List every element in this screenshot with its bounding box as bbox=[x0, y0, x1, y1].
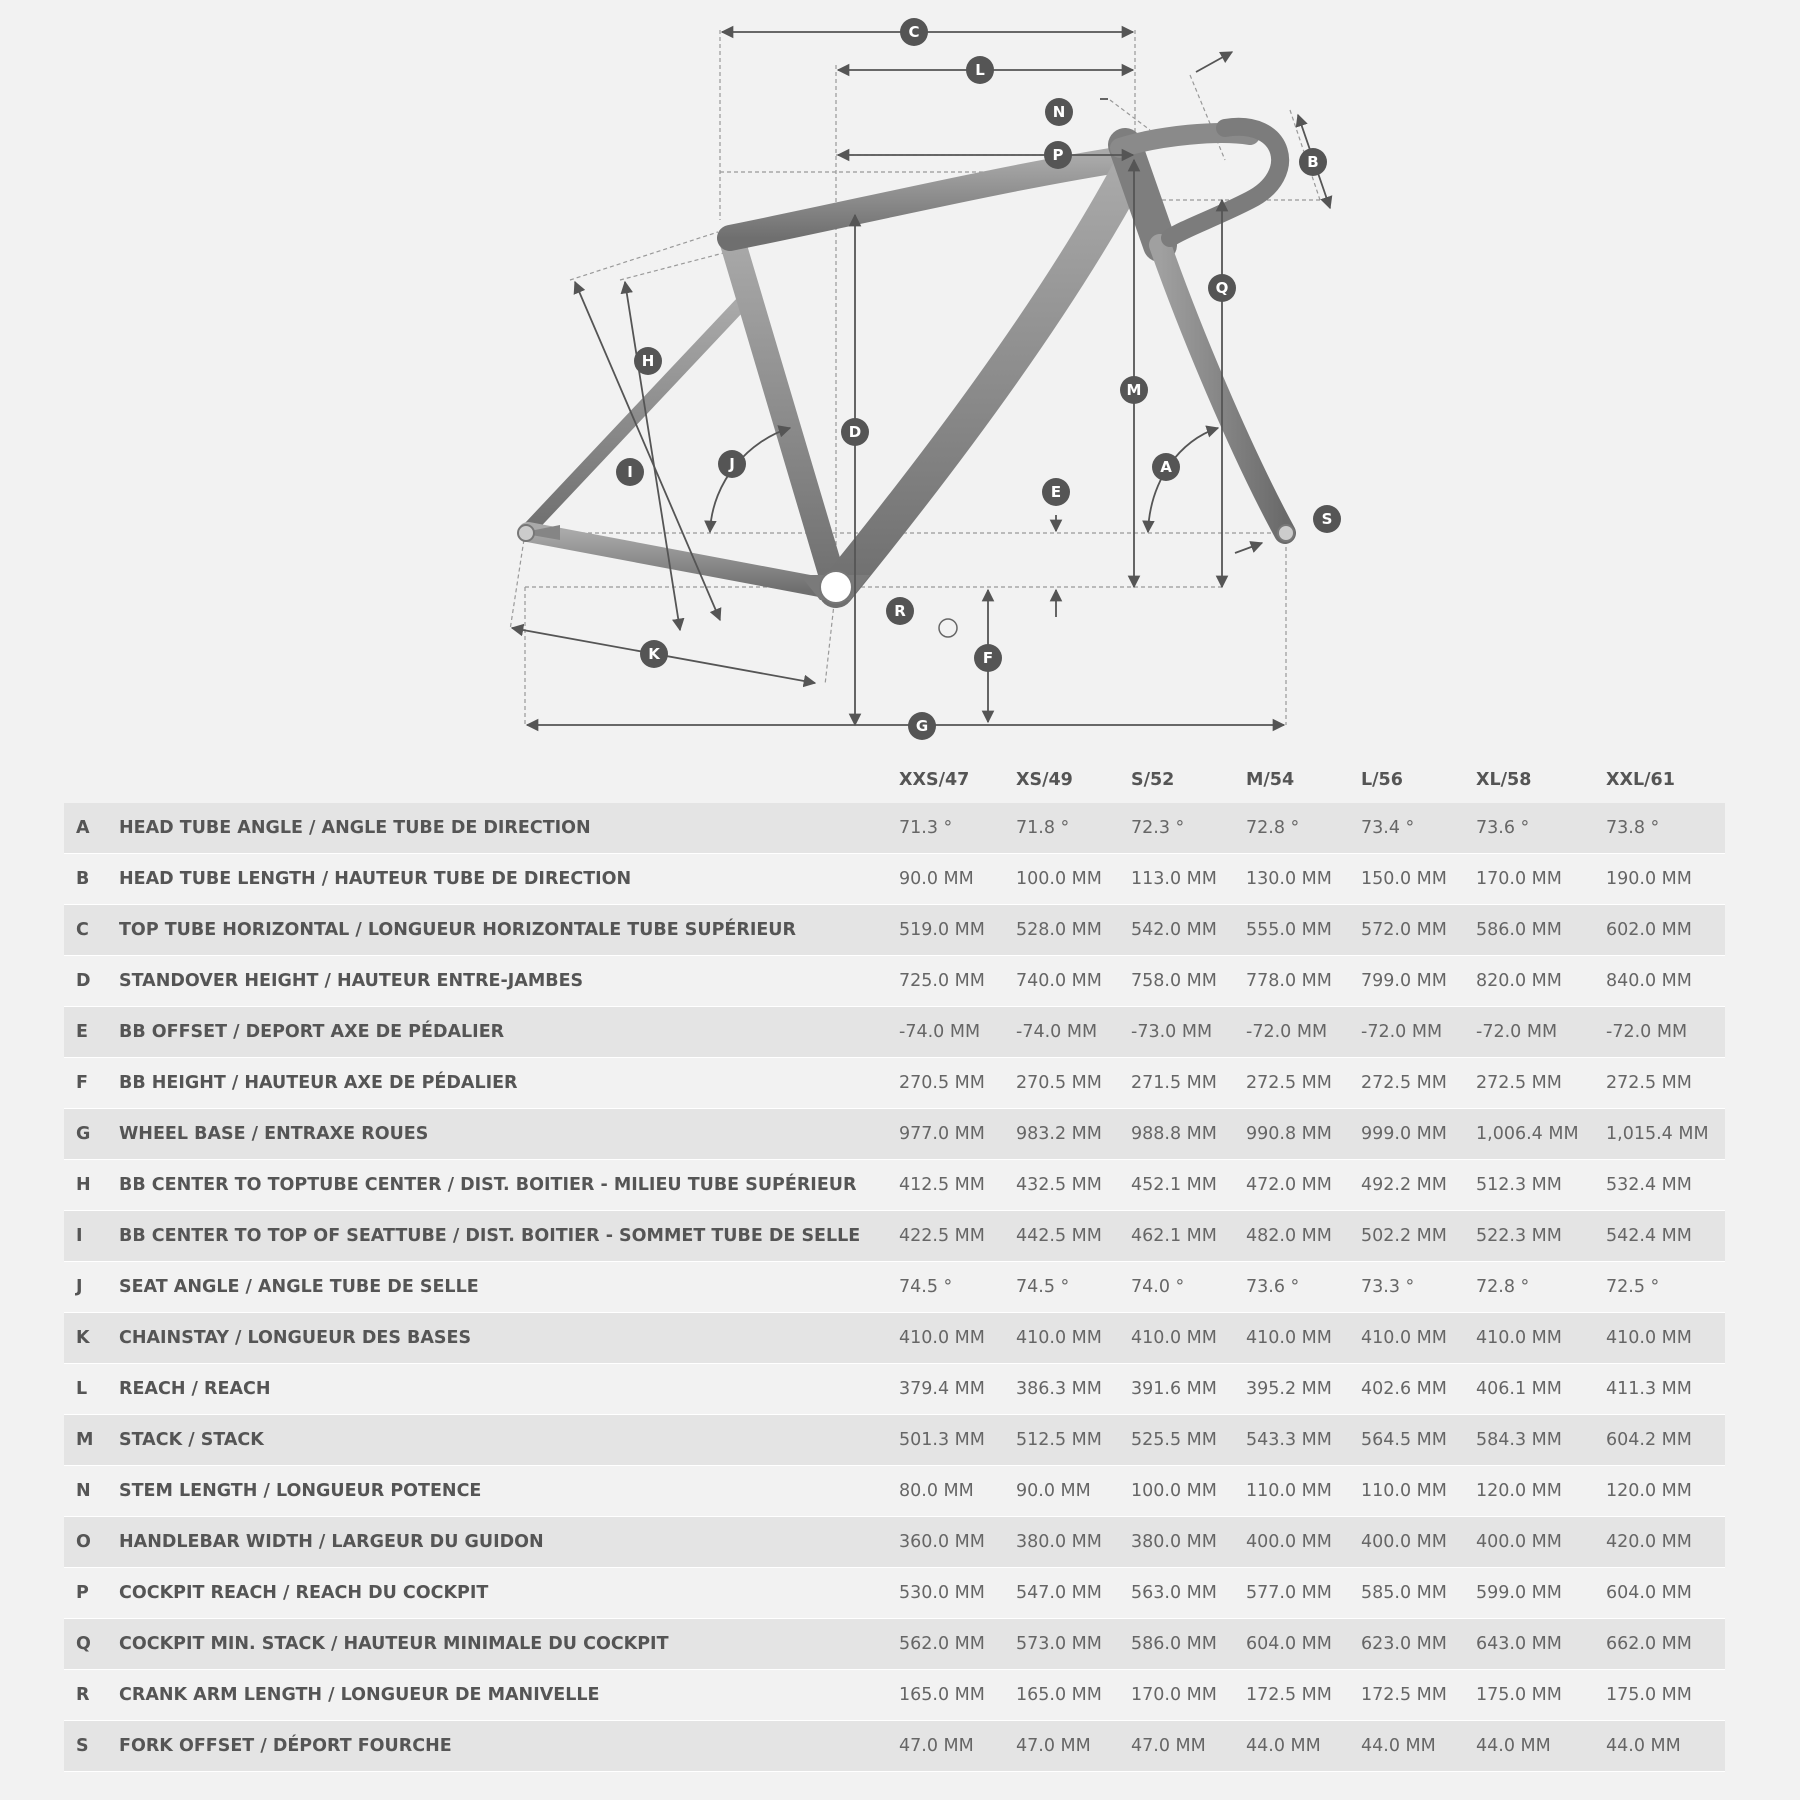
table-row bbox=[64, 1568, 1725, 1619]
row-measurement-name: STEM LENGTH / LONGUEUR POTENCE bbox=[119, 1466, 899, 1517]
label-H bbox=[634, 347, 662, 375]
row-value: 586.0 MM bbox=[1476, 905, 1606, 956]
row-value: 380.0 MM bbox=[1016, 1517, 1131, 1568]
row-value: 47.0 MM bbox=[1131, 1721, 1246, 1772]
label-A bbox=[1152, 453, 1180, 481]
row-value: 71.3 ° bbox=[899, 803, 1016, 854]
svg-text:B: B bbox=[1307, 153, 1319, 171]
row-value: 272.5 MM bbox=[1606, 1058, 1725, 1109]
row-value: 585.0 MM bbox=[1361, 1568, 1476, 1619]
row-value: 799.0 MM bbox=[1361, 956, 1476, 1007]
svg-text:L: L bbox=[975, 61, 985, 79]
header-blank bbox=[119, 757, 899, 803]
row-value: 542.0 MM bbox=[1131, 905, 1246, 956]
row-value: 573.0 MM bbox=[1016, 1619, 1131, 1670]
row-letter: G bbox=[64, 1109, 119, 1160]
label-F bbox=[974, 644, 1002, 672]
crank-pedal-marker bbox=[939, 619, 957, 637]
label-G bbox=[908, 712, 936, 740]
row-value: 740.0 MM bbox=[1016, 956, 1131, 1007]
table-row bbox=[64, 1262, 1725, 1313]
row-value: 543.3 MM bbox=[1246, 1415, 1361, 1466]
row-value: 44.0 MM bbox=[1606, 1721, 1725, 1772]
row-letter: N bbox=[64, 1466, 119, 1517]
row-value: -72.0 MM bbox=[1476, 1007, 1606, 1058]
svg-text:E: E bbox=[1050, 483, 1062, 501]
row-value: 532.4 MM bbox=[1606, 1160, 1725, 1211]
row-letter: E bbox=[64, 1007, 119, 1058]
size-header: XXS/47 bbox=[899, 770, 970, 790]
table-row bbox=[64, 1670, 1725, 1721]
row-value: 623.0 MM bbox=[1361, 1619, 1476, 1670]
seat-tube bbox=[732, 240, 836, 590]
row-measurement-name: TOP TUBE HORIZONTAL / LONGUEUR HORIZONTALE TUBE SUPÉRIEUR bbox=[119, 905, 899, 956]
svg-text:A: A bbox=[1160, 458, 1172, 476]
row-value: 577.0 MM bbox=[1246, 1568, 1361, 1619]
row-value: 528.0 MM bbox=[1016, 905, 1131, 956]
row-value: 572.0 MM bbox=[1361, 905, 1476, 956]
frame-geometry-diagram bbox=[0, 0, 1800, 750]
label-Q bbox=[1208, 274, 1236, 302]
row-value: -72.0 MM bbox=[1606, 1007, 1725, 1058]
row-value: 410.0 MM bbox=[1246, 1313, 1361, 1364]
svg-text:J: J bbox=[729, 455, 735, 473]
row-value: 400.0 MM bbox=[1246, 1517, 1361, 1568]
row-value: 120.0 MM bbox=[1606, 1466, 1725, 1517]
label-N bbox=[1045, 98, 1073, 126]
row-value: 758.0 MM bbox=[1131, 956, 1246, 1007]
label-B bbox=[1299, 148, 1327, 176]
row-value: 522.3 MM bbox=[1476, 1211, 1606, 1262]
row-value: 977.0 MM bbox=[899, 1109, 1016, 1160]
row-value: -73.0 MM bbox=[1131, 1007, 1246, 1058]
row-value: 999.0 MM bbox=[1361, 1109, 1476, 1160]
row-value: 73.3 ° bbox=[1361, 1262, 1476, 1313]
row-value: 73.4 ° bbox=[1361, 803, 1476, 854]
row-value: 564.5 MM bbox=[1361, 1415, 1476, 1466]
row-value: 71.8 ° bbox=[1016, 803, 1131, 854]
row-measurement-name: HEAD TUBE LENGTH / HAUTEUR TUBE DE DIRECTION bbox=[119, 854, 899, 905]
row-value: 725.0 MM bbox=[899, 956, 1016, 1007]
row-value: 74.5 ° bbox=[1016, 1262, 1131, 1313]
svg-text:Q: Q bbox=[1215, 279, 1229, 297]
row-letter: O bbox=[64, 1517, 119, 1568]
row-value: 604.2 MM bbox=[1606, 1415, 1725, 1466]
table-row bbox=[64, 956, 1725, 1007]
row-value: 402.6 MM bbox=[1361, 1364, 1476, 1415]
row-value: 272.5 MM bbox=[1361, 1058, 1476, 1109]
row-letter: R bbox=[64, 1670, 119, 1721]
row-value: 840.0 MM bbox=[1606, 956, 1725, 1007]
svg-text:M: M bbox=[1126, 381, 1142, 399]
row-value: 73.6 ° bbox=[1246, 1262, 1361, 1313]
row-value: 72.5 ° bbox=[1606, 1262, 1725, 1313]
svg-text:G: G bbox=[915, 717, 929, 735]
row-letter: Q bbox=[64, 1619, 119, 1670]
row-value: 442.5 MM bbox=[1016, 1211, 1131, 1262]
label-E bbox=[1042, 478, 1070, 506]
label-P bbox=[1044, 141, 1072, 169]
chain-stay bbox=[528, 532, 836, 590]
row-measurement-name: HANDLEBAR WIDTH / LARGEUR DU GUIDON bbox=[119, 1517, 899, 1568]
row-measurement-name: WHEEL BASE / ENTRAXE ROUES bbox=[119, 1109, 899, 1160]
row-value: 519.0 MM bbox=[899, 905, 1016, 956]
row-value: 172.5 MM bbox=[1246, 1670, 1361, 1721]
row-value: 360.0 MM bbox=[899, 1517, 1016, 1568]
row-value: 175.0 MM bbox=[1476, 1670, 1606, 1721]
row-value: 190.0 MM bbox=[1606, 854, 1725, 905]
row-value: 400.0 MM bbox=[1361, 1517, 1476, 1568]
row-value: 72.8 ° bbox=[1476, 1262, 1606, 1313]
row-value: 410.0 MM bbox=[1606, 1313, 1725, 1364]
row-value: 170.0 MM bbox=[1476, 854, 1606, 905]
row-value: -74.0 MM bbox=[1016, 1007, 1131, 1058]
table-row bbox=[64, 1721, 1725, 1772]
row-value: 599.0 MM bbox=[1476, 1568, 1606, 1619]
row-letter: B bbox=[64, 854, 119, 905]
row-value: 412.5 MM bbox=[899, 1160, 1016, 1211]
row-letter: C bbox=[64, 905, 119, 956]
row-value: 452.1 MM bbox=[1131, 1160, 1246, 1211]
row-value: 586.0 MM bbox=[1131, 1619, 1246, 1670]
row-letter: H bbox=[64, 1160, 119, 1211]
row-letter: K bbox=[64, 1313, 119, 1364]
row-value: 988.8 MM bbox=[1131, 1109, 1246, 1160]
row-value: 165.0 MM bbox=[1016, 1670, 1131, 1721]
table-row bbox=[64, 905, 1725, 956]
row-measurement-name: BB HEIGHT / HAUTEUR AXE DE PÉDALIER bbox=[119, 1058, 899, 1109]
row-value: 90.0 MM bbox=[1016, 1466, 1131, 1517]
row-value: 1,015.4 MM bbox=[1606, 1109, 1725, 1160]
label-M bbox=[1120, 376, 1148, 404]
label-C bbox=[900, 18, 928, 46]
row-value: -74.0 MM bbox=[899, 1007, 1016, 1058]
row-value: 272.5 MM bbox=[1476, 1058, 1606, 1109]
row-value: 410.0 MM bbox=[1361, 1313, 1476, 1364]
row-value: 270.5 MM bbox=[1016, 1058, 1131, 1109]
svg-text:F: F bbox=[982, 649, 994, 667]
row-value: 100.0 MM bbox=[1131, 1466, 1246, 1517]
table-row bbox=[64, 854, 1725, 905]
row-value: 512.3 MM bbox=[1476, 1160, 1606, 1211]
row-letter: J bbox=[64, 1262, 119, 1313]
table-row bbox=[64, 803, 1725, 854]
row-letter: M bbox=[64, 1415, 119, 1466]
label-S bbox=[1313, 505, 1341, 533]
row-value: 74.0 ° bbox=[1131, 1262, 1246, 1313]
row-value: 400.0 MM bbox=[1476, 1517, 1606, 1568]
row-letter: I bbox=[64, 1211, 119, 1262]
row-value: 410.0 MM bbox=[1016, 1313, 1131, 1364]
row-value: 73.6 ° bbox=[1476, 803, 1606, 854]
table-body bbox=[64, 803, 1725, 1772]
top-tube bbox=[730, 158, 1130, 238]
row-value: 820.0 MM bbox=[1476, 956, 1606, 1007]
row-value: 472.0 MM bbox=[1246, 1160, 1361, 1211]
row-value: 72.8 ° bbox=[1246, 803, 1361, 854]
row-measurement-name: COCKPIT MIN. STACK / HAUTEUR MINIMALE DU COCKPIT bbox=[119, 1619, 899, 1670]
row-value: 482.0 MM bbox=[1246, 1211, 1361, 1262]
table-row bbox=[64, 1619, 1725, 1670]
label-K bbox=[640, 640, 668, 668]
row-value: 47.0 MM bbox=[1016, 1721, 1131, 1772]
row-letter: P bbox=[64, 1568, 119, 1619]
size-header: XXL/61 bbox=[1606, 770, 1675, 790]
row-value: 175.0 MM bbox=[1606, 1670, 1725, 1721]
row-value: 462.1 MM bbox=[1131, 1211, 1246, 1262]
row-letter: S bbox=[64, 1721, 119, 1772]
row-value: 584.3 MM bbox=[1476, 1415, 1606, 1466]
row-value: 395.2 MM bbox=[1246, 1364, 1361, 1415]
svg-text:P: P bbox=[1052, 146, 1064, 164]
row-measurement-name: SEAT ANGLE / ANGLE TUBE DE SELLE bbox=[119, 1262, 899, 1313]
row-value: 170.0 MM bbox=[1131, 1670, 1246, 1721]
row-value: 525.5 MM bbox=[1131, 1415, 1246, 1466]
row-measurement-name: COCKPIT REACH / REACH DU COCKPIT bbox=[119, 1568, 899, 1619]
row-value: 379.4 MM bbox=[899, 1364, 1016, 1415]
geometry-table bbox=[64, 757, 1725, 1772]
row-value: 410.0 MM bbox=[899, 1313, 1016, 1364]
table-row bbox=[64, 1313, 1725, 1364]
row-measurement-name: CRANK ARM LENGTH / LONGUEUR DE MANIVELLE bbox=[119, 1670, 899, 1721]
table-row bbox=[64, 1160, 1725, 1211]
row-measurement-name: HEAD TUBE ANGLE / ANGLE TUBE DE DIRECTION bbox=[119, 803, 899, 854]
row-measurement-name: CHAINSTAY / LONGUEUR DES BASES bbox=[119, 1313, 899, 1364]
table-row bbox=[64, 1007, 1725, 1058]
row-value: 562.0 MM bbox=[899, 1619, 1016, 1670]
row-value: 113.0 MM bbox=[1131, 854, 1246, 905]
row-value: 1,006.4 MM bbox=[1476, 1109, 1606, 1160]
label-L bbox=[966, 56, 994, 84]
table-row bbox=[64, 1211, 1725, 1262]
label-R bbox=[886, 597, 914, 625]
row-value: 272.5 MM bbox=[1246, 1058, 1361, 1109]
bottom-bracket bbox=[820, 571, 852, 603]
row-value: 501.3 MM bbox=[899, 1415, 1016, 1466]
size-header-row bbox=[64, 757, 1725, 803]
table-row bbox=[64, 1466, 1725, 1517]
row-value: 73.8 ° bbox=[1606, 803, 1725, 854]
row-letter: A bbox=[64, 803, 119, 854]
table-row bbox=[64, 1517, 1725, 1568]
row-measurement-name: BB CENTER TO TOPTUBE CENTER / DIST. BOITIER - MILIEU TUBE SUPÉRIEUR bbox=[119, 1160, 899, 1211]
row-value: 386.3 MM bbox=[1016, 1364, 1131, 1415]
row-measurement-name: REACH / REACH bbox=[119, 1364, 899, 1415]
row-value: 555.0 MM bbox=[1246, 905, 1361, 956]
row-measurement-name: BB CENTER TO TOP OF SEATTUBE / DIST. BOITIER - SOMMET TUBE DE SELLE bbox=[119, 1211, 899, 1262]
row-measurement-name: FORK OFFSET / DÉPORT FOURCHE bbox=[119, 1721, 899, 1772]
row-value: 150.0 MM bbox=[1361, 854, 1476, 905]
row-value: 420.0 MM bbox=[1606, 1517, 1725, 1568]
row-value: 44.0 MM bbox=[1476, 1721, 1606, 1772]
row-value: 530.0 MM bbox=[899, 1568, 1016, 1619]
row-value: 410.0 MM bbox=[1476, 1313, 1606, 1364]
row-value: 90.0 MM bbox=[899, 854, 1016, 905]
row-value: 502.2 MM bbox=[1361, 1211, 1476, 1262]
table-row bbox=[64, 1415, 1725, 1466]
row-value: 604.0 MM bbox=[1246, 1619, 1361, 1670]
label-J bbox=[718, 450, 746, 478]
table-row bbox=[64, 1364, 1725, 1415]
row-letter: L bbox=[64, 1364, 119, 1415]
row-value: 410.0 MM bbox=[1131, 1313, 1246, 1364]
row-value: 662.0 MM bbox=[1606, 1619, 1725, 1670]
row-letter: D bbox=[64, 956, 119, 1007]
svg-text:N: N bbox=[1052, 103, 1066, 121]
row-value: 80.0 MM bbox=[899, 1466, 1016, 1517]
svg-text:S: S bbox=[1321, 510, 1333, 528]
row-value: 72.3 ° bbox=[1131, 803, 1246, 854]
row-value: 547.0 MM bbox=[1016, 1568, 1131, 1619]
row-value: 44.0 MM bbox=[1246, 1721, 1361, 1772]
row-value: 542.4 MM bbox=[1606, 1211, 1725, 1262]
row-value: 380.0 MM bbox=[1131, 1517, 1246, 1568]
svg-text:K: K bbox=[648, 645, 660, 663]
rear-axle bbox=[518, 525, 534, 541]
row-letter: F bbox=[64, 1058, 119, 1109]
table-row bbox=[64, 1109, 1725, 1160]
row-measurement-name: STACK / STACK bbox=[119, 1415, 899, 1466]
row-value: 563.0 MM bbox=[1131, 1568, 1246, 1619]
size-header: XL/58 bbox=[1476, 770, 1532, 790]
svg-text:H: H bbox=[641, 352, 655, 370]
row-measurement-name: BB OFFSET / DEPORT AXE DE PÉDALIER bbox=[119, 1007, 899, 1058]
row-value: 271.5 MM bbox=[1131, 1058, 1246, 1109]
row-value: 44.0 MM bbox=[1361, 1721, 1476, 1772]
row-value: 604.0 MM bbox=[1606, 1568, 1725, 1619]
row-value: 100.0 MM bbox=[1016, 854, 1131, 905]
svg-text:R: R bbox=[894, 602, 906, 620]
head-tube bbox=[1125, 145, 1160, 245]
row-value: 110.0 MM bbox=[1246, 1466, 1361, 1517]
row-value: 74.5 ° bbox=[899, 1262, 1016, 1313]
header-blank bbox=[64, 757, 119, 803]
svg-text:D: D bbox=[848, 423, 862, 441]
down-tube bbox=[836, 170, 1130, 590]
row-value: 990.8 MM bbox=[1246, 1109, 1361, 1160]
size-header: L/56 bbox=[1361, 770, 1403, 790]
size-header: S/52 bbox=[1131, 770, 1175, 790]
svg-text:I: I bbox=[627, 463, 633, 481]
row-value: 643.0 MM bbox=[1476, 1619, 1606, 1670]
row-value: 432.5 MM bbox=[1016, 1160, 1131, 1211]
label-I bbox=[616, 458, 644, 486]
row-value: 422.5 MM bbox=[899, 1211, 1016, 1262]
row-value: -72.0 MM bbox=[1246, 1007, 1361, 1058]
row-value: 110.0 MM bbox=[1361, 1466, 1476, 1517]
row-value: 512.5 MM bbox=[1016, 1415, 1131, 1466]
row-value: 391.6 MM bbox=[1131, 1364, 1246, 1415]
row-value: -72.0 MM bbox=[1361, 1007, 1476, 1058]
row-value: 130.0 MM bbox=[1246, 854, 1361, 905]
row-value: 120.0 MM bbox=[1476, 1466, 1606, 1517]
row-value: 47.0 MM bbox=[899, 1721, 1016, 1772]
front-axle bbox=[1278, 525, 1294, 541]
row-value: 983.2 MM bbox=[1016, 1109, 1131, 1160]
table-row bbox=[64, 1058, 1725, 1109]
row-value: 270.5 MM bbox=[899, 1058, 1016, 1109]
row-value: 406.1 MM bbox=[1476, 1364, 1606, 1415]
size-header: M/54 bbox=[1246, 770, 1295, 790]
svg-text:C: C bbox=[908, 23, 920, 41]
row-value: 778.0 MM bbox=[1246, 956, 1361, 1007]
row-value: 172.5 MM bbox=[1361, 1670, 1476, 1721]
row-value: 165.0 MM bbox=[899, 1670, 1016, 1721]
row-value: 602.0 MM bbox=[1606, 905, 1725, 956]
row-value: 492.2 MM bbox=[1361, 1160, 1476, 1211]
row-value: 411.3 MM bbox=[1606, 1364, 1725, 1415]
label-D bbox=[841, 418, 869, 446]
row-measurement-name: STANDOVER HEIGHT / HAUTEUR ENTRE-JAMBES bbox=[119, 956, 899, 1007]
size-header: XS/49 bbox=[1016, 770, 1073, 790]
